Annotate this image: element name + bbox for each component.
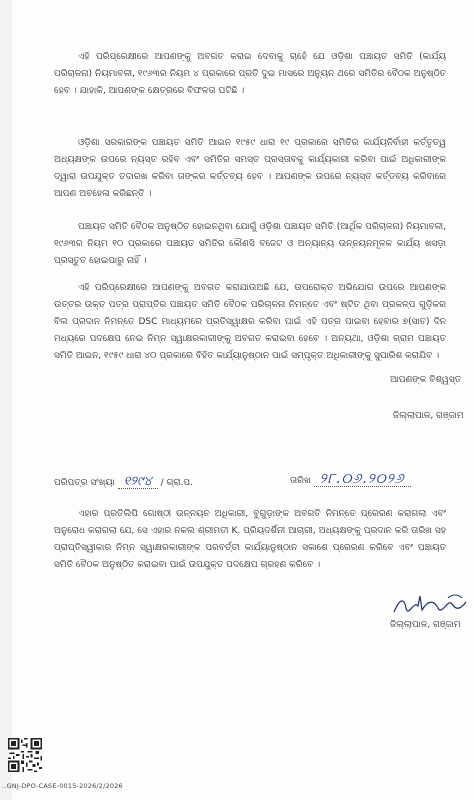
body-paragraph-4: ଏହି ପରିପ୍ରେକ୍ଷୀରେ ଆପଣଙ୍କୁ ଅବଗତ କରାଯାଉଅଛି ଯେ, ଉପରୋକ୍ତ ଅଭିଯୋଗ ଉପରେ ଆପଣଙ୍କ ଉତ୍ତର ଉକ୍ତ ପତ୍ର ପ୍ରାପ୍ତିର ପଞ୍ଚାୟତ ସମିତି ବୈଠକ ପରିଚାଳନା ନିମନ୍ତେ ଏବଂ ଷ୍ଟିତ ଥିବା ପ୍ରକଳ୍ପ ଗୁଡ଼ିକର ବିଲ ପ୍ରଦାନ ନିମନ୍ତେ DSC ମାଧ୍ୟମରେ ପ୍ରତିସ୍ୱାକ୍ଷର କରିବା ପାଇଁ ଏହି ପତ୍ର ପାଇବା ହେବାର ୭(ସାତ) ଦିନ ମଧ୍ୟରେ ପଦକ୍ଷେପ ନେଇ ନିମ୍ନ ସ୍ୱାକ୍ଷରକାରୀଙ୍କୁ ଅବଗତ କରାଇବା ହେବେ । ଅନ୍ୟଥା, ଓଡ଼ିଶା ଗ୍ରାମ ପଞ୍ଚାୟତ ସମିତି ଆଇନ, ୧୯୫୯ ଧାରା ୪୦ ପ୍ରକାରେ ବିହିତ କାର୍ଯ୍ୟାନୁଷ୍ଠାନ ପାଇଁ ସମ୍ପୃକ୍ତ ଅଧିକାରୀଙ୍କୁ ସୁପାରିଶ କରାଯିବ । xyxy=(54,283,446,361)
memo-label: ପରିପତ୍ର ସଂଖ୍ୟା xyxy=(54,478,115,488)
signoff-office-2: ଜିଲ୍ଲାପାଳ, ଗଞ୍ଜାମ xyxy=(390,620,461,630)
memo-suffix: / ଗ୍ରା.ପ. xyxy=(160,478,193,488)
memo-date: ୨୮.୦୬.୨୦୨୬ xyxy=(319,471,405,487)
signature-2-icon xyxy=(390,590,470,620)
signoff-office-1: ଜିଲ୍ଲାପାଳ, ଗଞ୍ଜାମ xyxy=(393,411,464,421)
memo-number-line xyxy=(54,474,193,489)
footer-case-id: ..GNJ-DPO-CASE-0015-2026/2/2026 xyxy=(2,782,123,790)
letter-page xyxy=(12,0,474,800)
scan-edge xyxy=(0,0,12,800)
memo-date-line xyxy=(290,471,411,487)
memo-number: ୧୨୯୪ xyxy=(123,474,152,489)
body-paragraph-1: ଏହି ପରିପ୍ରେକ୍ଷୀରେ ଆପଣଙ୍କୁ ଅବଗତ କରାଇ ଦେବାକୁ ଚାହେଁ ଯେ ଓଡ଼ିଶା ପଞ୍ଚାୟତ ସମିତି (କାର୍ଯ୍ୟ ପରିଚାଳନା) ନିୟମାବଳୀ, ୧୯୬୩ର ନିୟମ ୪ ପ୍ରକାରେ ପ୍ରତି ଦୁଇ ମାସରେ ଅନ୍ୟୁନ ଥରେ ସମିତିର ବୈଠକ ଅନୁଷ୍ଠିତ ହେବ । ଯାହାକି, ଆପଣଙ୍କ କ୍ଷେତ୍ରରେ ବିଫଳତା ଘଟିଛି । xyxy=(54,52,446,96)
qr-code-icon xyxy=(8,738,42,772)
copy-paragraph: ଏହାର ପ୍ରତିଲିପି ଗୋଷ୍ଠୀ ଉନ୍ନୟନ ଅଧିକାରୀ, ବୁଗୁଡ଼ାଙ୍କ ଅବଗତି ନିମନ୍ତେ ପ୍ରେରଣ କରାଗଲା ଏବଂ ଅନୁରୋଧ କରାଗଲା ଯେ, ସେ ଏହାର ନକଲ ଶ୍ରୀମତୀ K. ପ୍ରିୟଦର୍ଶିନୀ ଆଚାରୀ, ଅଧ୍ୟକ୍ଷଙ୍କୁ ପ୍ରଦାନ କରି ତାରିଖ ସହ ପ୍ରାପ୍ତିସ୍ୱୀକାର ନିମ୍ନ ସ୍ୱାକ୍ଷରକାରୀଙ୍କ ପରବର୍ତ୍ତୀ କାର୍ଯ୍ୟାନୁଷ୍ଠାନ ସକାଶେ ପ୍ରେରଣ କରିବେ ଏବଂ ପଞ୍ଚାୟତ ସମିତି ବୈଠକ ଅନୁଷ୍ଠିତ କରାଇବା ପାଇଁ ଉପଯୁକ୍ତ ପଦକ୍ଷେପ ଗ୍ରହଣ କରିବେ । xyxy=(54,509,446,570)
date-label: ତାରିଖ xyxy=(290,476,311,486)
body-paragraph-3: ପଞ୍ଚାୟତ ସମିତି ବୈଠକ ଅନୁଷ୍ଠିତ ହୋଇନଥିବା ଯୋଗୁଁ ଓଡ଼ିଶା ପଞ୍ଚାୟତ ସମିତି (ଆର୍ଥିକ ପରିଚାଳନା) ନିୟମାବଳୀ, ୧୯୬୩ର ନିୟମ ୧୦ ପ୍ରକାରେ ପଞ୍ଚାୟତ ସମିତିର କୌଣସି ବଜେଟ ଓ ଅନ୍ୟାନ୍ୟ ଉନ୍ନୟନମୂଳକ କାର୍ଯ୍ୟ ଖସଡ଼ା ପ୍ରସ୍ତୁତ ହୋଇପାରୁ ନାହିଁ । xyxy=(54,222,446,266)
signoff-title: ଆପଣଙ୍କ ବିଶ୍ୱସ୍ତ xyxy=(390,375,462,385)
body-paragraph-2: ଓଡ଼ିଶା ସରକାରଙ୍କ ପଞ୍ଚାୟତ ସମିତି ଆଇନ ୧୯୫୯ ଧାରା ୧୯ ପ୍ରକାରେ ସମିତିର କାର୍ଯ୍ୟନିର୍ବାହୀ କର୍ତ୍ତୃତ୍ୱ ଅଧ୍ୟକ୍ଷଙ୍କ ଉପରେ ନ୍ୟସ୍ତ ରହିବ ଏବଂ ସମିତିର ସମସ୍ତ ପ୍ରସ୍ତାବକୁ କାର୍ଯ୍ୟକାରୀ କରିବା ପାଇଁ ଅଧିକାରୀଙ୍କ ଦ୍ୱାରା ଉପଯୁକ୍ତ ତଦାରଖ କରିବା ତାଙ୍କର କର୍ତ୍ତବ୍ୟ ହେବ । ଆପଣଙ୍କ ଉପରେ ନ୍ୟସ୍ତ କର୍ତ୍ତବ୍ୟ କରିବାରେ ଆପଣ ଅବହେଳା କରିଛନ୍ତି । xyxy=(54,138,446,199)
